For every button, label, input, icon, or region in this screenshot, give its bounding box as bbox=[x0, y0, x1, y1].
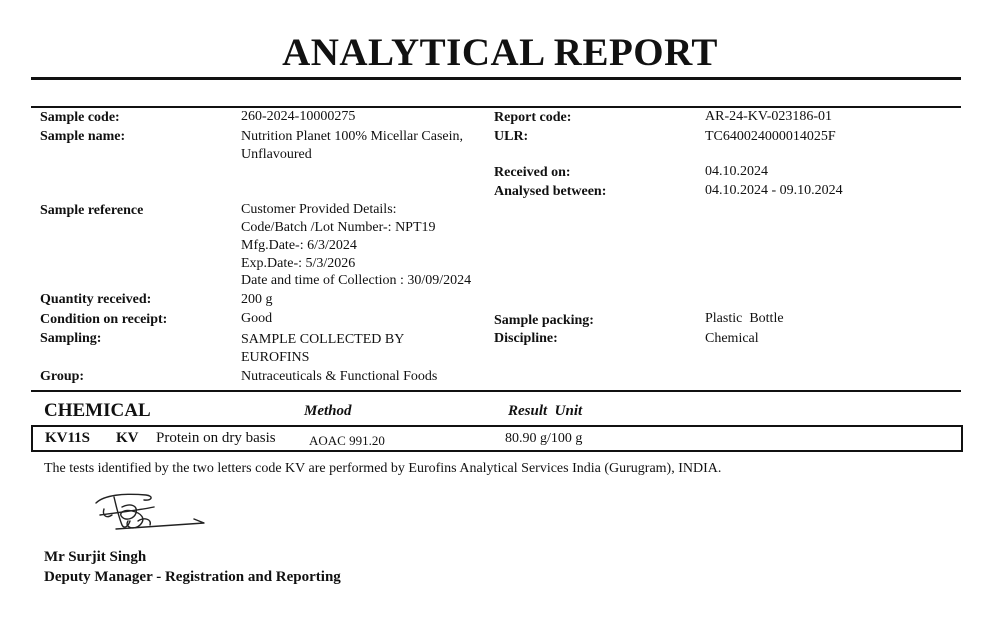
sample-code-label: Sample code: bbox=[40, 110, 120, 125]
analysed-between-label: Analysed between: bbox=[494, 184, 607, 199]
group-label: Group: bbox=[40, 369, 85, 384]
sample-packing-value: Plastic Bottle bbox=[705, 311, 784, 326]
test-code: KV11S bbox=[45, 430, 91, 446]
discipline-value: Chemical bbox=[705, 331, 759, 346]
sample-code-value: 260-2024-10000275 bbox=[241, 109, 356, 124]
signatory-name: Mr Surjit Singh bbox=[44, 549, 147, 565]
lab-footnote: The tests identified by the two letters code KV are performed by Eurofins Analytical Services India (Gurugram), INDIA. bbox=[44, 461, 722, 476]
parameter-name: Protein on dry basis bbox=[156, 430, 276, 446]
condition-value: Good bbox=[241, 311, 273, 326]
sampling-line2: EUROFINS bbox=[241, 350, 310, 365]
details-bottom-divider bbox=[31, 390, 961, 392]
sample-name-line2: Unflavoured bbox=[241, 147, 312, 162]
sample-reference-line: Customer Provided Details: bbox=[241, 202, 397, 217]
sampling-label: Sampling: bbox=[40, 331, 102, 346]
sample-name-line1: Nutrition Planet 100% Micellar Casein, bbox=[241, 129, 464, 144]
ulr-value: TC640024000014025F bbox=[705, 129, 836, 144]
result-value: 80.90 g/100 g bbox=[505, 431, 583, 446]
sample-reference-line: Exp.Date-: 5/3/2026 bbox=[241, 256, 356, 271]
result-unit-column-header: Result Unit bbox=[508, 403, 583, 419]
title-divider bbox=[31, 77, 961, 80]
method-column-header: Method bbox=[304, 403, 352, 419]
report-code-label: Report code: bbox=[494, 110, 572, 125]
group-value: Nutraceuticals & Functional Foods bbox=[241, 369, 438, 384]
quantity-received-label: Quantity received: bbox=[40, 292, 152, 307]
ulr-label: ULR: bbox=[494, 129, 529, 144]
lab-code: KV bbox=[116, 430, 139, 446]
method-value: AOAC 991.20 bbox=[309, 433, 385, 448]
analysed-between-value: 04.10.2024 - 09.10.2024 bbox=[705, 183, 843, 198]
sample-reference-label: Sample reference bbox=[40, 203, 144, 218]
signatory-role: Deputy Manager - Registration and Reporting bbox=[44, 569, 341, 585]
sampling-line1: SAMPLE COLLECTED BY bbox=[241, 332, 405, 347]
sample-reference-line: Mfg.Date-: 6/3/2024 bbox=[241, 238, 357, 253]
sample-reference-line: Code/Batch /Lot Number-: NPT19 bbox=[241, 220, 436, 235]
quantity-received-value: 200 g bbox=[241, 292, 273, 307]
condition-label: Condition on receipt: bbox=[40, 312, 168, 327]
signature-image bbox=[44, 485, 212, 541]
report-code-value: AR-24-KV-023186-01 bbox=[705, 109, 833, 124]
report-title: ANALYTICAL REPORT bbox=[282, 31, 718, 74]
sample-name-label: Sample name: bbox=[40, 129, 126, 144]
received-on-label: Received on: bbox=[494, 165, 571, 180]
sample-packing-label: Sample packing: bbox=[494, 313, 594, 328]
sample-reference-line: Date and time of Collection : 30/09/2024 bbox=[241, 273, 472, 288]
section-title: CHEMICAL bbox=[44, 400, 151, 421]
discipline-label: Discipline: bbox=[494, 331, 558, 346]
received-on-value: 04.10.2024 bbox=[705, 164, 768, 179]
